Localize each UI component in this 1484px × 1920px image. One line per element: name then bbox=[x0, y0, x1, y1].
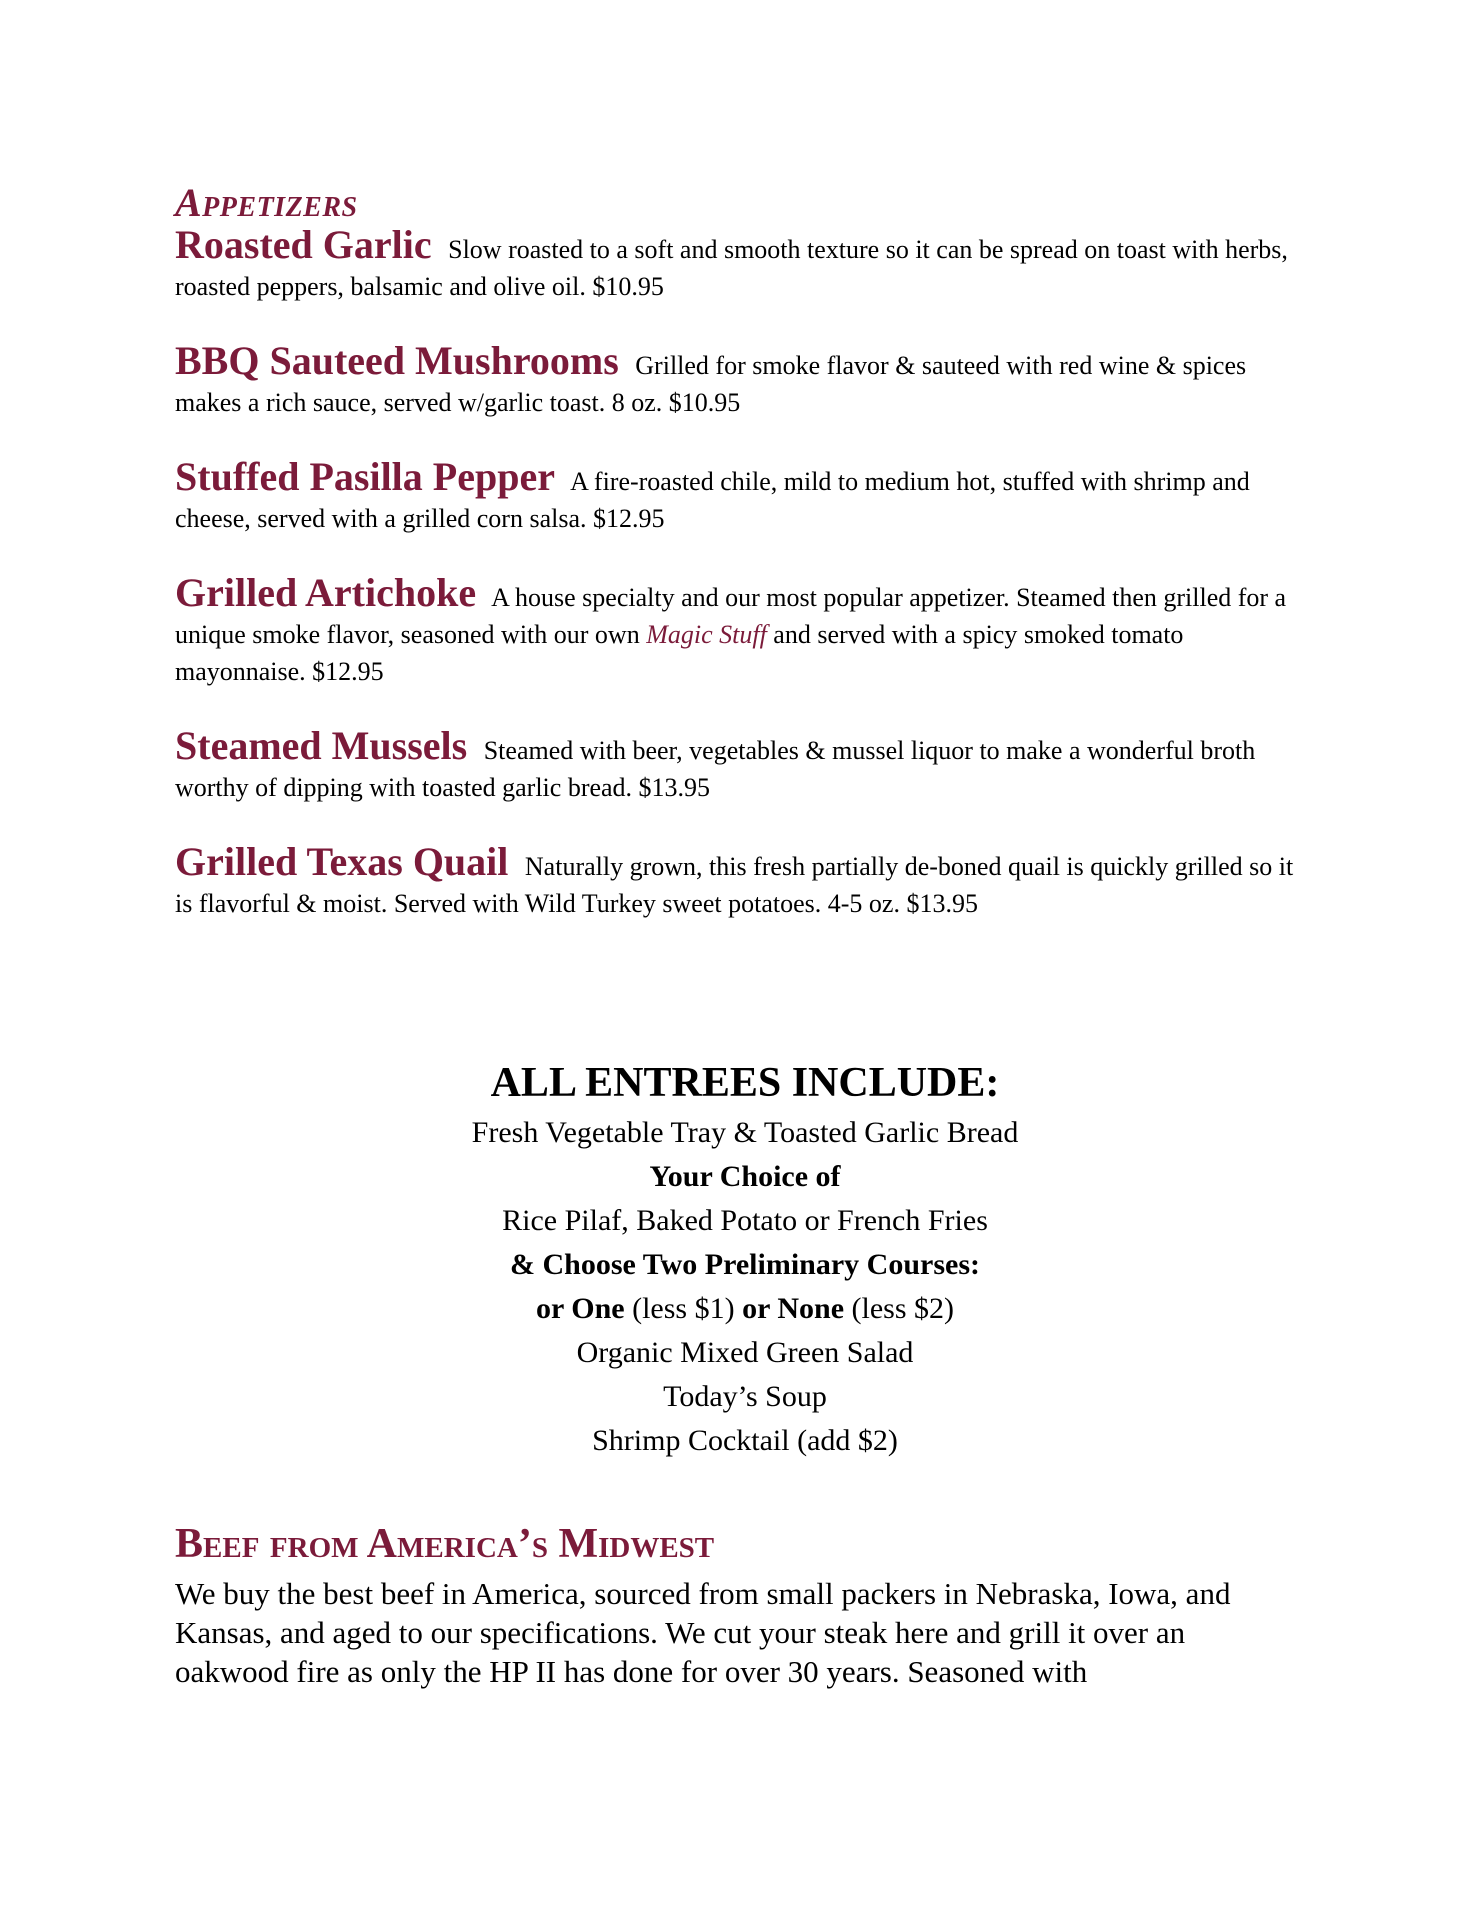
entrees-line: Fresh Vegetable Tray & Toasted Garlic Bread bbox=[471, 1116, 1019, 1149]
item-description-end: and served with a spicy smoked tomato mayonnaise. $12.95 bbox=[175, 620, 1184, 686]
entrees-include-section bbox=[175, 1055, 1315, 1463]
menu-item-texas-quail bbox=[175, 839, 1315, 922]
item-description: A fire-roasted chile, mild to medium hot, stuffed with shrimp and cheese, served with a grilled corn salsa. $12.95 bbox=[175, 467, 1250, 533]
item-name: Grilled Artichoke bbox=[175, 570, 477, 615]
entrees-line: & Choose Two Preliminary Courses: bbox=[510, 1248, 980, 1281]
item-description: Slow roasted to a soft and smooth texture so it can be spread on toast with herbs, roasted peppers, balsamic and olive oil. $10.95 bbox=[175, 235, 1288, 301]
entrees-line: Shrimp Cocktail (add $2) bbox=[592, 1424, 898, 1457]
item-name: Stuffed Pasilla Pepper bbox=[175, 454, 555, 499]
entrees-line: Organic Mixed Green Salad bbox=[576, 1336, 914, 1369]
menu-item-steamed-mussels bbox=[175, 723, 1315, 806]
option-one-price: (less $1) bbox=[632, 1292, 735, 1325]
menu-item-stuffed-pasilla bbox=[175, 454, 1315, 537]
item-description: Grilled for smoke flavor & sauteed with red wine & spices makes a rich sauce, served w/garlic toast. 8 oz. $10.95 bbox=[175, 351, 1247, 417]
item-name: Roasted Garlic bbox=[175, 222, 432, 267]
item-name: Steamed Mussels bbox=[175, 723, 468, 768]
option-none: or None bbox=[742, 1292, 845, 1325]
beef-description: We buy the best beef in America, sourced from small packers in Nebraska, Iowa, and Kansas, and aged to our specifications. We cut your steak here and grill it over an oakwood fire as only the HP II has done for over 30 years. Seasoned with bbox=[175, 1576, 1231, 1689]
entrees-line: Your Choice of bbox=[649, 1160, 841, 1193]
item-name: BBQ Sauteed Mushrooms bbox=[175, 338, 619, 383]
entrees-line: Today’s Soup bbox=[663, 1380, 827, 1413]
entrees-heading: ALL ENTREES INCLUDE: bbox=[490, 1060, 1000, 1106]
magic-stuff-highlight: Magic Stuff bbox=[646, 620, 767, 649]
beef-title: Beef from America’s Midwest bbox=[175, 1521, 715, 1567]
option-none-price: (less $2) bbox=[851, 1292, 955, 1325]
menu-item-roasted-garlic bbox=[175, 222, 1315, 305]
item-description-start: A house specialty and our most popular appetizer. Steamed then grilled for a unique smoke flavor, seasoned with our own bbox=[175, 583, 1287, 649]
option-one: or One bbox=[535, 1292, 625, 1325]
entrees-line-options bbox=[175, 1287, 1315, 1331]
appetizers-section bbox=[175, 180, 1315, 959]
item-description: Naturally grown, this fresh partially de-boned quail is quickly grilled so it is flavorful & moist. Served with Wild Turkey sweet potatoes. 4-5 oz. $13.95 bbox=[175, 852, 1294, 918]
menu-item-bbq-mushrooms bbox=[175, 338, 1315, 421]
item-name: Grilled Texas Quail bbox=[175, 839, 509, 884]
appetizers-title: Appetizers bbox=[175, 180, 358, 225]
entrees-line: Rice Pilaf, Baked Potato or French Fries bbox=[502, 1204, 988, 1237]
menu-item-grilled-artichoke bbox=[175, 570, 1315, 690]
beef-section bbox=[175, 1520, 1315, 1691]
item-description: Steamed with beer, vegetables & mussel liquor to make a wonderful broth worthy of dipping with toasted garlic bread. $13.95 bbox=[175, 736, 1256, 802]
